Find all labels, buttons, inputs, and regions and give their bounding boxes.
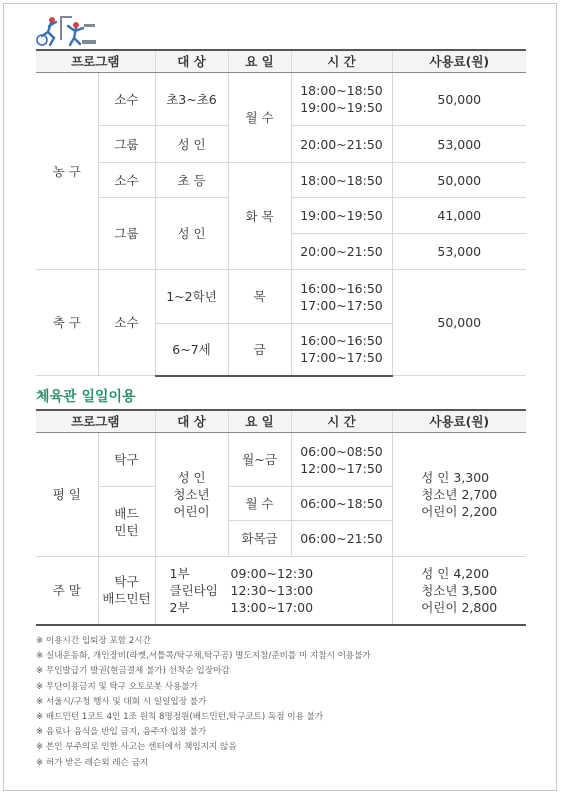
header-day: 요 일 (228, 50, 291, 73)
fee-label: 청소년 (421, 582, 458, 598)
day-cell: 목 (228, 270, 291, 324)
fee-cell: 53,000 (392, 234, 526, 270)
fee-cell (392, 433, 526, 557)
target-cell: 초3~초6 (155, 73, 228, 126)
program-weekend-sports (98, 557, 155, 625)
type-cell: 소수 (98, 73, 155, 126)
note-item: ※ 무단이용금지 및 탁구 오토로봇 사용불가 (36, 681, 198, 692)
fee-cell: 50,000 (392, 270, 526, 376)
lesson-schedule-table (36, 49, 526, 377)
target-line: 성 인 (177, 470, 206, 485)
note-item: ※ 허가 받은 레슨외 레슨 금지 (36, 757, 149, 768)
time-line: 16:00~16:50 (300, 280, 383, 296)
time-line: 17:00~17:50 (300, 297, 383, 313)
header-program: 프로그램 (36, 410, 155, 433)
session-time: 13:00~17:00 (230, 599, 314, 615)
table-header-row (36, 50, 526, 73)
fee-label: 성 인 (421, 565, 450, 581)
time-cell: 06:00~18:50 (291, 487, 392, 521)
header-target: 대 상 (155, 50, 228, 73)
session-part: 2부 (169, 599, 190, 615)
program-line: 배드 (114, 505, 139, 521)
day-cell: 화 목 (228, 163, 291, 270)
section-title: 체육관 일일이용 (36, 389, 136, 405)
target-cell: 초 등 (155, 163, 228, 198)
sports-figures-icon (36, 14, 98, 48)
day-cell: 월~금 (228, 433, 291, 487)
program-line: 민턴 (114, 522, 139, 538)
fee-label: 어린이 (421, 504, 458, 519)
fee-value: 2,700 (461, 487, 498, 502)
note-item: ※ 서울시/구청 행사 및 대회 시 일일입장 불가 (36, 696, 207, 707)
fee-label: 청소년 (421, 487, 458, 502)
fee-list (421, 565, 497, 616)
program-line: 탁구 (114, 574, 139, 590)
header-time: 시 간 (291, 410, 392, 433)
target-cell: 6~7세 (155, 324, 228, 376)
type-cell: 소수 (98, 270, 155, 376)
target-line: 어린이 (173, 504, 210, 519)
table-row (36, 270, 526, 324)
session-cell (155, 557, 392, 625)
time-cell: 20:00~21:50 (291, 234, 392, 270)
time-cell: 19:00~19:50 (291, 198, 392, 234)
session-list (156, 565, 392, 616)
table-row (36, 433, 526, 487)
target-line: 청소년 (173, 487, 210, 502)
fee-cell: 50,000 (392, 163, 526, 198)
time-cell (291, 270, 392, 324)
program-weekday: 평 일 (36, 433, 98, 557)
type-cell: 그룹 (98, 198, 155, 270)
target-cell (155, 433, 228, 557)
program-line: 배드민턴 (102, 591, 151, 607)
day-cell: 화목금 (228, 521, 291, 557)
session-time: 09:00~12:30 (230, 565, 314, 581)
header-fee: 사용료(원) (392, 410, 526, 433)
fee-value: 4,200 (453, 565, 490, 581)
time-line: 16:00~16:50 (300, 333, 383, 349)
note-item: ※ 본인 부주의로 인한 사고는 센터에서 책임지지 않음 (36, 742, 237, 753)
fee-label: 어린이 (421, 599, 458, 615)
time-cell (291, 433, 392, 487)
time-cell: 20:00~21:50 (291, 126, 392, 163)
time-cell (291, 73, 392, 126)
time-cell: 18:00~18:50 (291, 163, 392, 198)
target-cell: 1~2학년 (155, 270, 228, 324)
fee-list (421, 469, 497, 520)
fee-cell: 53,000 (392, 126, 526, 163)
table-row (36, 73, 526, 126)
time-line: 19:00~19:50 (300, 100, 383, 115)
session-part: 1부 (169, 565, 190, 581)
time-line: 17:00~17:50 (300, 350, 383, 366)
note-item: ※ 이용시간 입퇴장 포함 2시간 (36, 636, 151, 646)
notes-list (36, 634, 371, 771)
time-cell: 06:00~21:50 (291, 521, 392, 557)
header-time: 시 간 (291, 50, 392, 73)
table-row (36, 163, 526, 198)
fee-value: 2,800 (461, 599, 498, 615)
time-line: 18:00~18:50 (300, 83, 383, 98)
fee-value: 3,500 (461, 582, 498, 598)
table-header-row (36, 410, 526, 433)
note-item: ※ 무인발급기 발권(현금결제 불가) 선착순 입장마감 (36, 666, 230, 677)
program-basketball: 농 구 (36, 73, 98, 270)
fee-cell (392, 557, 526, 625)
header-fee: 사용료(원) (392, 50, 526, 73)
program-soccer: 축 구 (36, 270, 98, 376)
day-cell: 월 수 (228, 487, 291, 521)
time-line: 06:00~08:50 (300, 443, 383, 459)
table-row (36, 557, 526, 625)
fee-line (421, 599, 497, 616)
session-times (231, 565, 314, 616)
header-program: 프로그램 (36, 50, 155, 73)
fee-line (421, 582, 497, 599)
session-time: 12:30~13:00 (230, 582, 314, 598)
note-item: ※ 음료나 음식을 반입 금지, 음주자 입장 불가 (36, 727, 207, 738)
program-pingpong: 탁구 (98, 433, 155, 487)
note-item: ※ 실내운동화, 개인장비(라켓,셔틀콕/탁구채,탁구공) 별도지참/준비를 미 지참시 이용불가 (36, 651, 371, 662)
note-item: ※ 배드민턴 1코트 4인 1조 원칙 8명정원(배드민턴,탁구코트) 독점 이용 불가 (36, 712, 324, 723)
program-weekend: 주 말 (36, 557, 98, 625)
time-line: 12:00~17:50 (300, 460, 383, 476)
type-cell: 그룹 (98, 126, 155, 163)
fee-cell: 41,000 (392, 198, 526, 234)
header-day: 요 일 (228, 410, 291, 433)
target-cell: 성 인 (155, 126, 228, 163)
target-cell: 성 인 (155, 198, 228, 270)
fee-cell: 50,000 (392, 73, 526, 126)
fee-line (421, 469, 497, 486)
fee-line (421, 503, 497, 520)
day-cell: 금 (228, 324, 291, 376)
day-cell: 월 수 (228, 73, 291, 163)
fee-value: 2,200 (461, 504, 498, 519)
fee-line (421, 486, 497, 503)
session-parts (170, 565, 231, 616)
header-target: 대 상 (155, 410, 228, 433)
program-badminton (98, 487, 155, 557)
time-cell (291, 324, 392, 376)
type-cell: 소수 (98, 163, 155, 198)
session-part: 클린타임 (169, 582, 218, 598)
fee-value: 3,300 (453, 470, 490, 485)
fee-label: 성 인 (421, 470, 450, 485)
fee-line (421, 565, 497, 582)
daily-use-table (36, 409, 526, 626)
